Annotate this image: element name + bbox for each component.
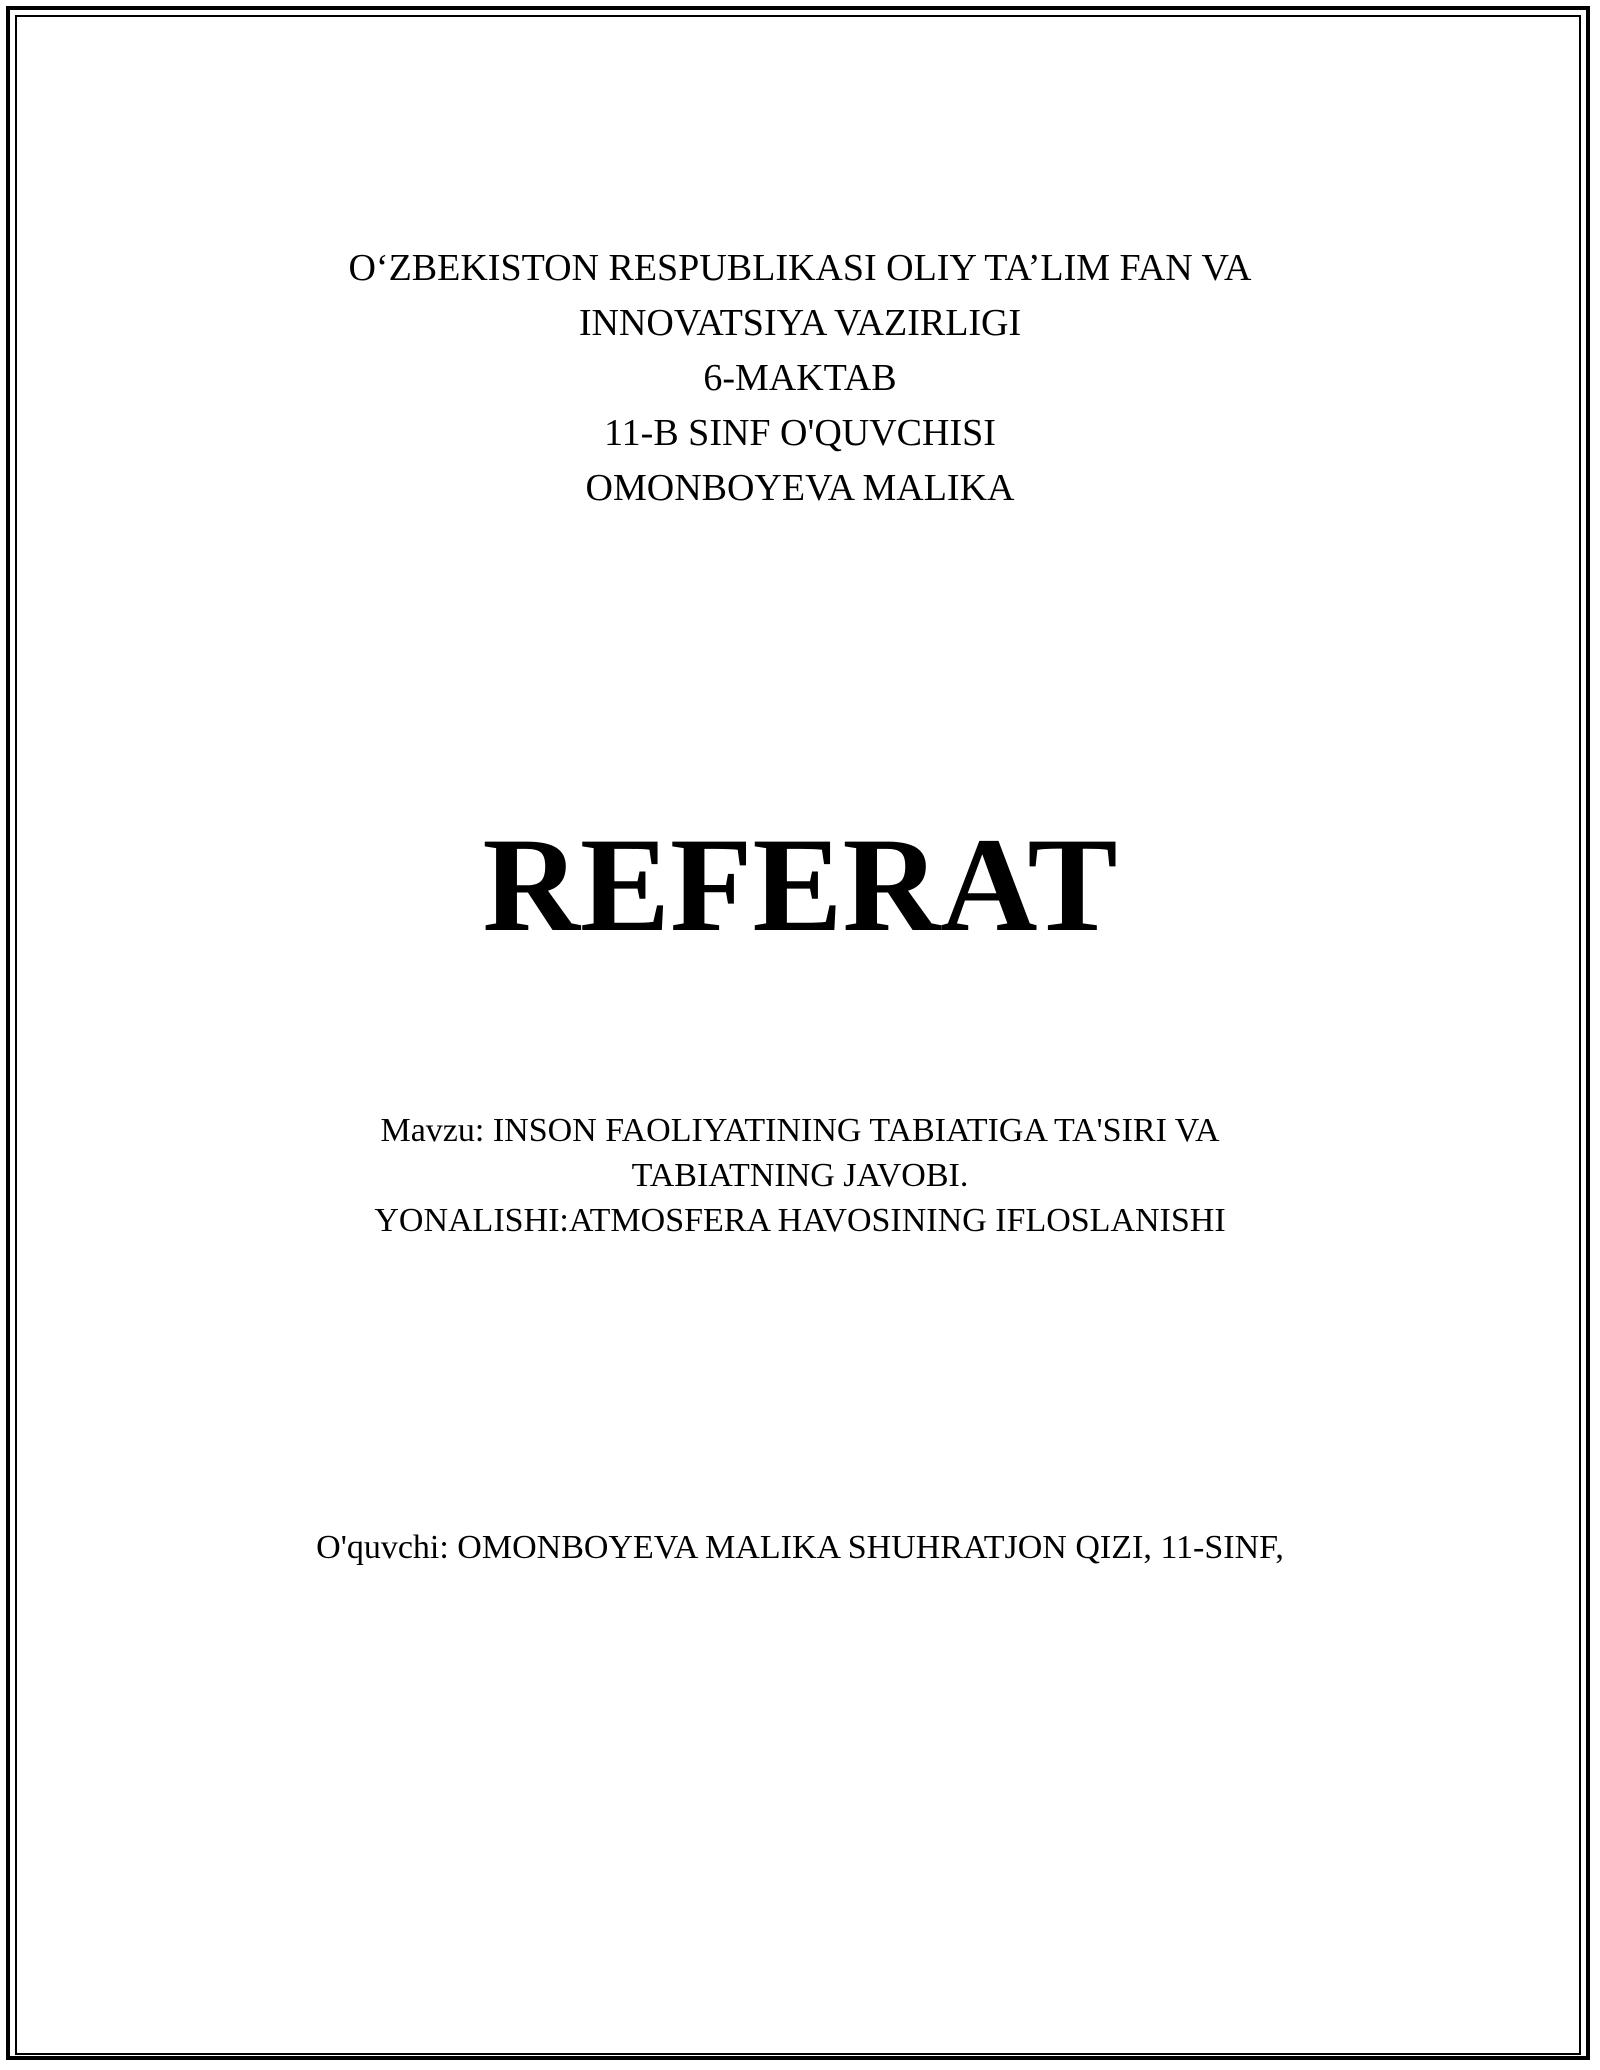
topic-line-1: Mavzu: INSON FAOLIYATINING TABIATIGA TA'SIRI VA: [380, 1112, 1220, 1149]
header-line-school: 6-MAKTAB: [703, 357, 897, 399]
topic-block: [0, 1108, 1600, 1243]
student-info: O'quvchi: OMONBOYEVA MALIKA SHUHRATJON QIZI, 11-SINF,: [316, 1529, 1284, 1566]
header-line-class: 11-B SINF O'QUVCHISI: [604, 412, 996, 454]
header-line-ministry-1: O‘ZBEKISTON RESPUBLIKASI OLIY TA’LIM FAN VA: [348, 247, 1252, 289]
document-title: REFERAT: [482, 811, 1118, 960]
institution-header: [0, 241, 1600, 516]
topic-line-2: TABIATNING JAVOBI.: [631, 1157, 969, 1194]
header-line-ministry-2: INNOVATSIYA VAZIRLIGI: [578, 302, 1022, 344]
header-line-student-name: OMONBOYEVA MALIKA: [585, 467, 1015, 509]
topic-direction-line: YONALISHI:ATMOSFERA HAVOSINING IFLOSLANISHI: [374, 1202, 1226, 1239]
